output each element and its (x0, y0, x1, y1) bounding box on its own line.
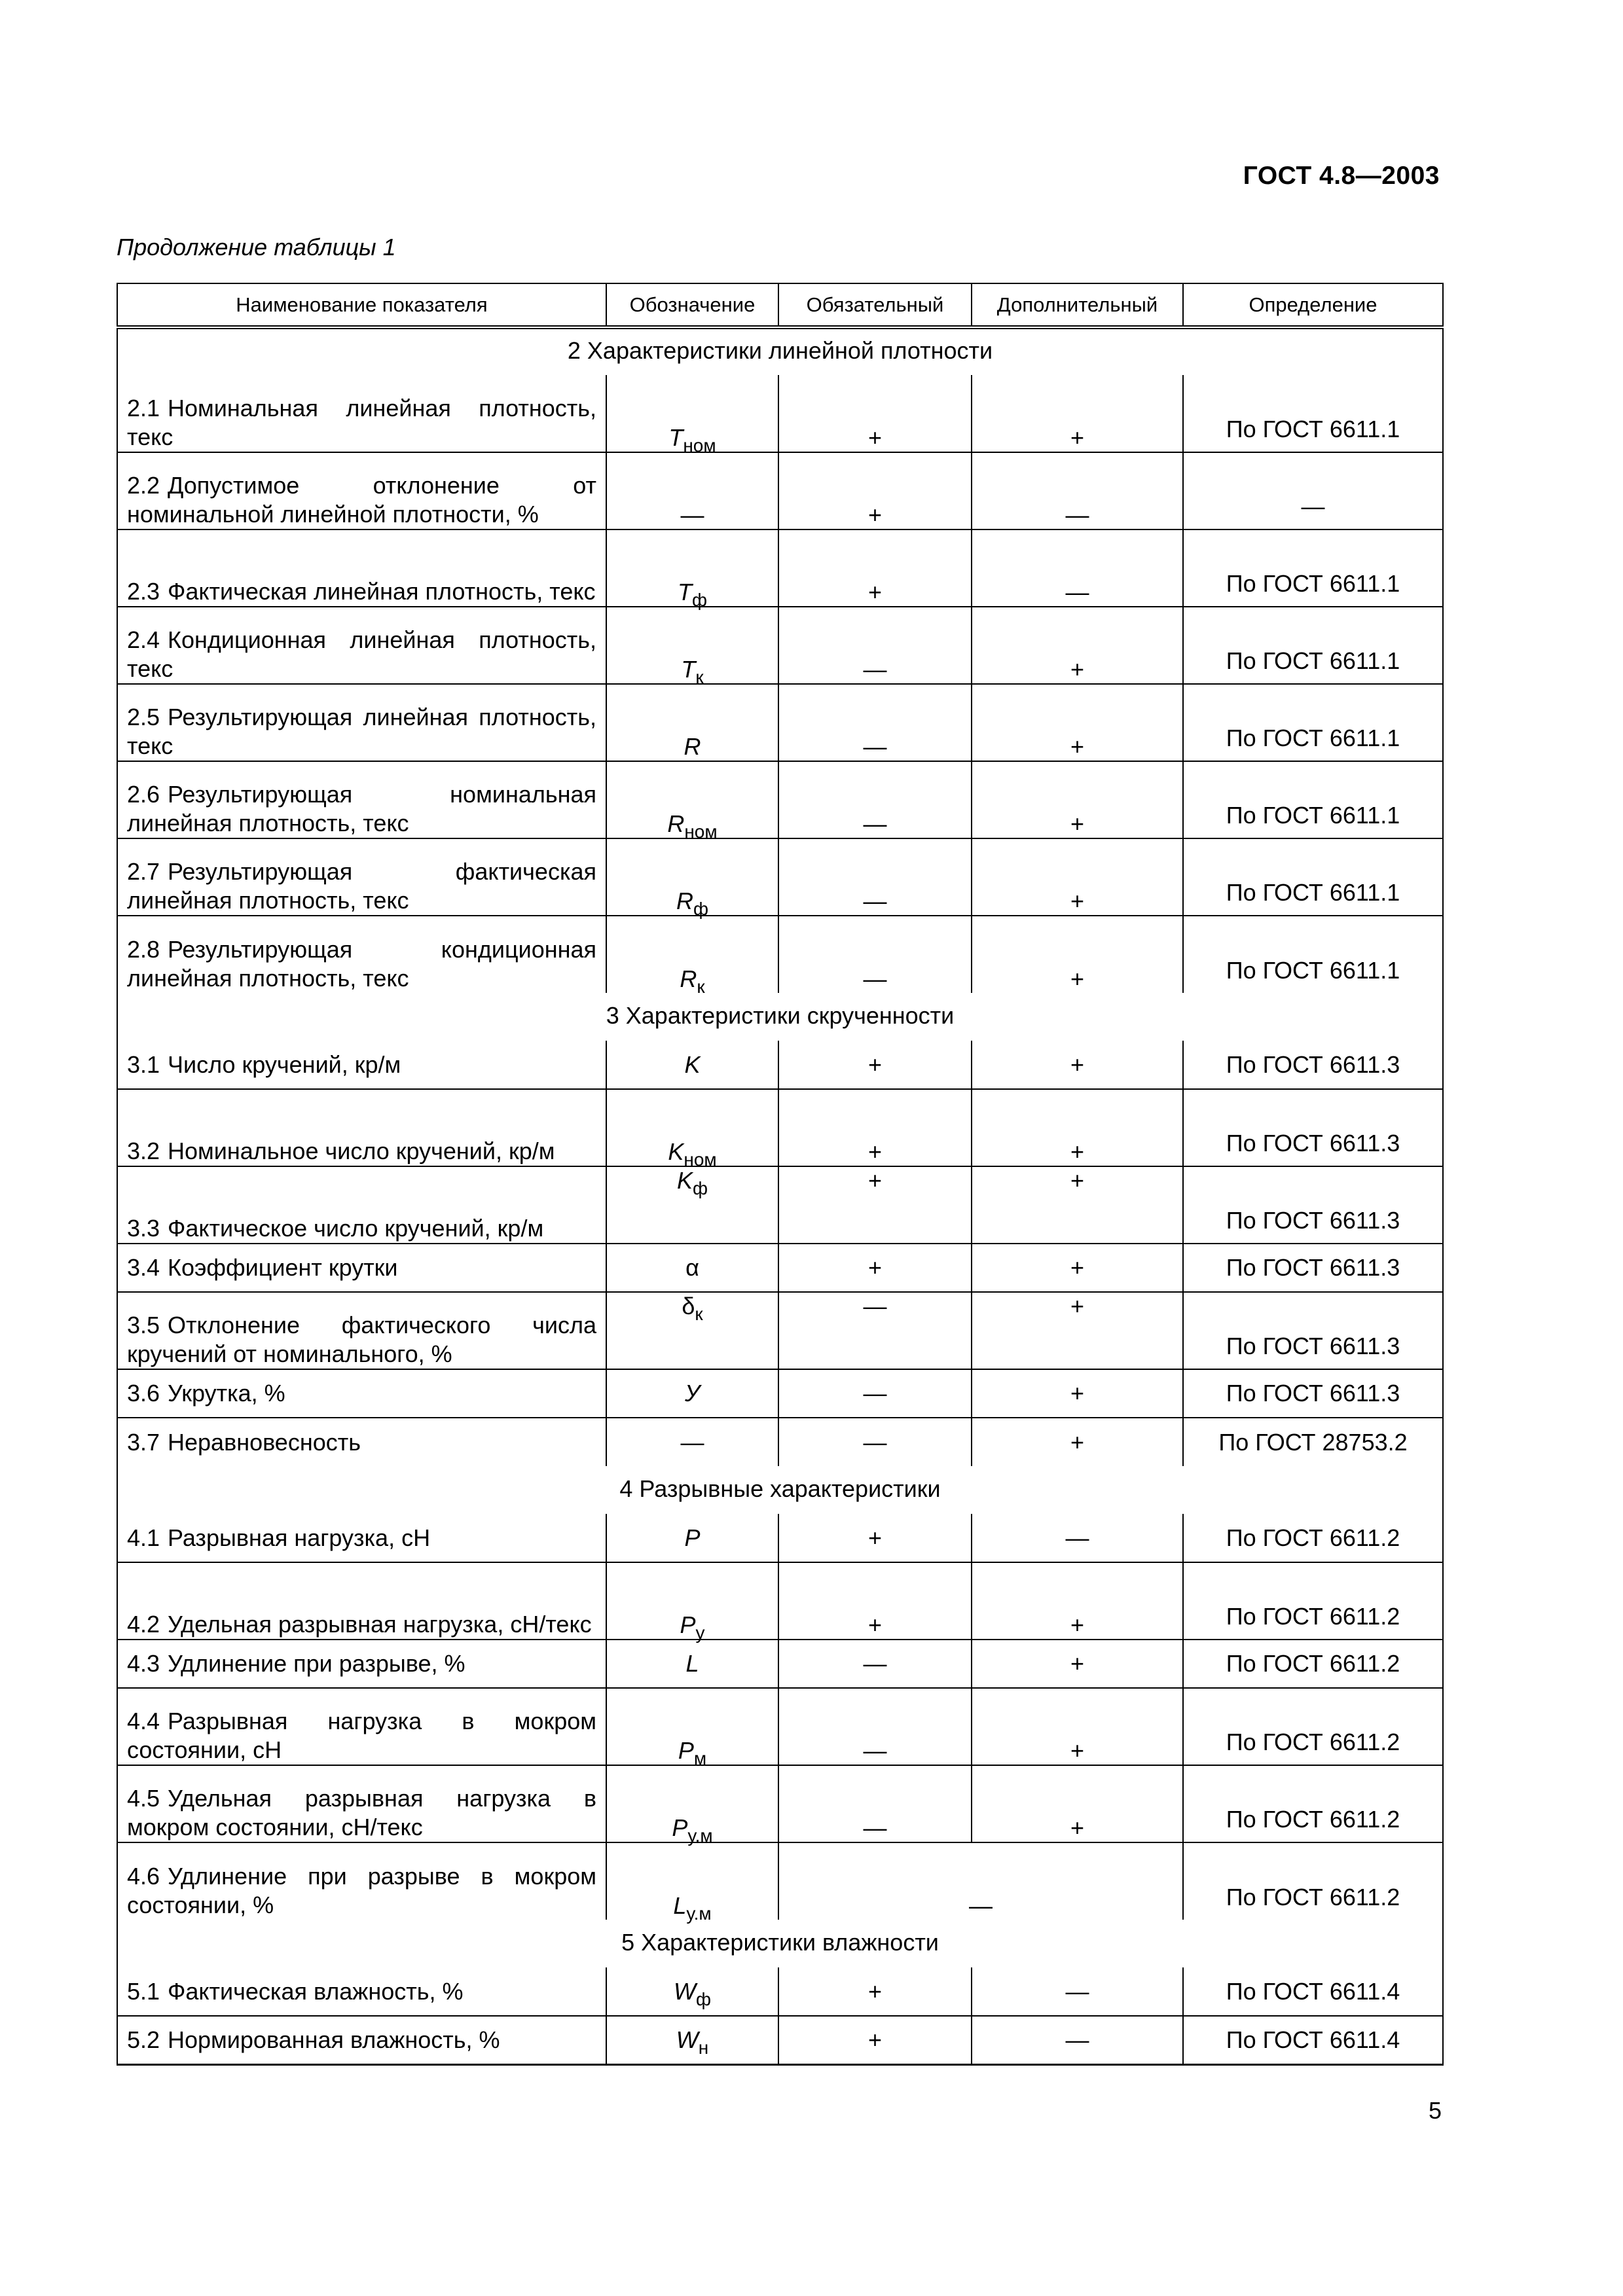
row-name (117, 684, 606, 761)
row-method: По ГОСТ 6611.3 (1183, 1244, 1443, 1292)
table-row (117, 1514, 1443, 1562)
symbol: У (684, 1380, 700, 1407)
row-number: 2.8 (127, 936, 160, 963)
row-symbol (606, 1292, 778, 1369)
row-mandatory: + (778, 452, 972, 529)
table-row (117, 1562, 1443, 1640)
header-name: Наименование показателя (117, 283, 606, 327)
row-additional: + (972, 916, 1183, 993)
row-mandatory: — (778, 1688, 972, 1765)
row-number: 3.7 (127, 1428, 160, 1456)
row-number: 4.1 (127, 1524, 160, 1551)
row-number: 2.3 (127, 578, 160, 605)
row-additional: + (972, 1166, 1183, 1244)
row-mandatory: — (778, 1418, 972, 1466)
row-method: По ГОСТ 6611.1 (1183, 607, 1443, 684)
row-method: По ГОСТ 6611.4 (1183, 1967, 1443, 2016)
row-method: По ГОСТ 6611.2 (1183, 1562, 1443, 1640)
header-additional: Дополнительный (972, 283, 1183, 327)
table-row (117, 1765, 1443, 1842)
row-label: Нормированная влажность, % (168, 2026, 500, 2053)
symbol: P (684, 1524, 701, 1551)
section-row (117, 1920, 1443, 1967)
row-number: 2.4 (127, 626, 160, 653)
row-method: По ГОСТ 6611.3 (1183, 1089, 1443, 1166)
table-row (117, 529, 1443, 607)
row-number: 4.2 (127, 1611, 160, 1638)
row-symbol (606, 1562, 778, 1643)
symbol: $T_к$ (681, 656, 704, 687)
row-name (117, 916, 606, 993)
row-symbol (606, 375, 778, 456)
row-name (117, 1089, 606, 1166)
row-mandatory: + (778, 1514, 972, 1562)
row-label: Удельная разрывная нагрузка в мокром состоянии, сН/текс (127, 1785, 596, 1840)
row-number: 2.1 (127, 395, 160, 422)
symbol: $P_м$ (678, 1737, 707, 1768)
table-row (117, 838, 1443, 916)
row-name (117, 1369, 606, 1418)
row-number: 5.1 (127, 1977, 160, 2005)
row-name (117, 1562, 606, 1640)
row-method: По ГОСТ 6611.3 (1183, 1369, 1443, 1418)
row-number: 2.6 (127, 781, 160, 808)
row-additional: — (972, 529, 1183, 607)
section-title: 5 Характеристики влажности (117, 1920, 1443, 1967)
row-mandatory: + (778, 375, 972, 452)
row-additional: — (972, 1967, 1183, 2016)
header-symbol: Обозначение (606, 283, 778, 327)
row-label: Номинальная линейная плотность, текс (127, 395, 596, 450)
standard-code: ГОСТ 4.8—2003 (1243, 162, 1440, 190)
row-additional: + (972, 1041, 1183, 1089)
row-label: Фактическое число кручений, кр/м (168, 1215, 544, 1242)
row-symbol (606, 529, 778, 610)
row-mandatory: + (778, 2016, 972, 2064)
row-method: По ГОСТ 6611.1 (1183, 916, 1443, 993)
table-row (117, 1418, 1443, 1466)
symbol: $R_к$ (680, 965, 705, 997)
row-number: 4.4 (127, 1708, 160, 1734)
row-mandatory: — (778, 1292, 972, 1369)
row-symbol (606, 1842, 778, 1924)
symbol: $\delta_к$ (682, 1293, 703, 1324)
symbol: α (685, 1254, 699, 1281)
row-method: По ГОСТ 28753.2 (1183, 1418, 1443, 1466)
row-name (117, 761, 606, 838)
row-number: 5.2 (127, 2026, 160, 2053)
row-name (117, 1640, 606, 1688)
table-row (117, 1640, 1443, 1688)
row-symbol: — (606, 1418, 778, 1466)
row-mandatory: + (778, 1041, 972, 1089)
row-mandatory: — (778, 916, 972, 993)
row-method: По ГОСТ 6611.2 (1183, 1765, 1443, 1842)
row-mandatory: — (778, 761, 972, 838)
symbol: $R_ф$ (676, 888, 709, 919)
row-symbol (606, 838, 778, 919)
row-label: Результирующая кондиционная линейная плотность, текс (127, 936, 596, 992)
symbol: R (684, 733, 701, 760)
row-name (117, 1244, 606, 1292)
row-label: Укрутка, % (168, 1380, 285, 1407)
row-label: Удлинение при разрыве, % (168, 1650, 465, 1677)
symbol: $W_н$ (676, 2026, 709, 2058)
row-symbol (606, 1089, 778, 1170)
row-label: Удельная разрывная нагрузка, сН/текс (168, 1611, 592, 1638)
row-mandatory: + (778, 1089, 972, 1166)
row-number: 3.6 (127, 1380, 160, 1407)
row-additional: + (972, 607, 1183, 684)
row-number: 4.3 (127, 1650, 160, 1677)
row-additional: + (972, 1562, 1183, 1640)
row-mandatory: — (778, 838, 972, 916)
row-name (117, 452, 606, 529)
table-continuation-caption: Продолжение таблицы 1 (117, 234, 396, 260)
row-additional: + (972, 1244, 1183, 1292)
row-additional: + (972, 1640, 1183, 1688)
row-name (117, 1418, 606, 1466)
row-mandatory: + (778, 1562, 972, 1640)
row-label: Допустимое отклонение от номинальной линейной плотности, % (127, 472, 596, 528)
row-method: По ГОСТ 6611.1 (1183, 684, 1443, 761)
page-number: 5 (1428, 2097, 1442, 2124)
symbol: $P_у$ (680, 1611, 705, 1643)
row-number: 2.2 (127, 472, 160, 499)
symbol: $W_ф$ (673, 1977, 712, 2009)
row-symbol (606, 1514, 778, 1562)
section-row (117, 1466, 1443, 1514)
row-symbol (606, 1640, 778, 1688)
row-name (117, 375, 606, 452)
row-symbol (606, 1369, 778, 1418)
table-row (117, 2016, 1443, 2064)
row-number: 3.5 (127, 1312, 160, 1338)
row-label: Фактическая линейная плотность, текс (168, 578, 596, 605)
row-number: 3.1 (127, 1050, 160, 1078)
row-symbol (606, 1244, 778, 1292)
table-row (117, 1166, 1443, 1244)
row-label: Номинальное число кручений, кр/м (168, 1138, 555, 1164)
row-symbol (606, 684, 778, 761)
row-mandatory: — (778, 1765, 972, 1842)
row-label: Кондиционная линейная плотность, текс (127, 626, 596, 682)
row-name (117, 1041, 606, 1089)
row-number: 3.2 (127, 1138, 160, 1164)
table-row (117, 1967, 1443, 2016)
row-label: Неравновесность (168, 1428, 361, 1456)
row-method: По ГОСТ 6611.2 (1183, 1640, 1443, 1688)
indicators-table (117, 283, 1444, 2066)
row-method: По ГОСТ 6611.3 (1183, 1166, 1443, 1244)
row-method: По ГОСТ 6611.2 (1183, 1842, 1443, 1920)
row-label: Число кручений, кр/м (168, 1050, 401, 1078)
symbol: L (685, 1650, 699, 1677)
row-label: Фактическая влажность, % (168, 1977, 464, 2005)
table-row (117, 1041, 1443, 1089)
row-additional: + (972, 1418, 1183, 1466)
row-method: По ГОСТ 6611.1 (1183, 375, 1443, 452)
row-additional: + (972, 1765, 1183, 1842)
row-symbol (606, 2016, 778, 2064)
table-row (117, 375, 1443, 452)
section-title: 4 Разрывные характеристики (117, 1466, 1443, 1514)
row-additional: + (972, 838, 1183, 916)
symbol: $T_{ном}$ (668, 424, 716, 456)
row-symbol (606, 916, 778, 997)
row-name (117, 1842, 606, 1920)
table-row (117, 916, 1443, 993)
header-method: Определение (1183, 283, 1443, 327)
table-row (117, 1842, 1443, 1920)
row-mandatory: + (778, 1166, 972, 1244)
row-mandatory: + (778, 529, 972, 607)
row-symbol (606, 761, 778, 842)
row-method: — (1183, 452, 1443, 529)
row-name (117, 2016, 606, 2064)
table-header-row (117, 283, 1443, 327)
row-name (117, 1514, 606, 1562)
row-mandatory: — (778, 607, 972, 684)
row-mandatory: + (778, 1244, 972, 1292)
row-symbol (606, 1967, 778, 2016)
row-number: 4.5 (127, 1785, 160, 1812)
table-row (117, 761, 1443, 838)
table-row (117, 1244, 1443, 1292)
row-symbol (606, 1041, 778, 1089)
row-additional: + (972, 1688, 1183, 1765)
table-row (117, 684, 1443, 761)
row-mandatory: — (778, 684, 972, 761)
row-method: По ГОСТ 6611.1 (1183, 761, 1443, 838)
row-mandatory: + (778, 1967, 972, 2016)
row-number: 3.3 (127, 1215, 160, 1242)
section-title: 3 Характеристики скрученности (117, 993, 1443, 1041)
row-name (117, 1967, 606, 2016)
symbol: $K_{ном}$ (668, 1138, 717, 1170)
table-row (117, 452, 1443, 529)
row-additional: — (972, 2016, 1183, 2064)
row-symbol (606, 1166, 778, 1244)
row-name (117, 1688, 606, 1765)
row-additional: — (972, 1514, 1183, 1562)
row-number: 4.6 (127, 1863, 160, 1890)
section-row (117, 993, 1443, 1041)
row-method: По ГОСТ 6611.1 (1183, 838, 1443, 916)
row-label: Результирующая фактическая линейная плотность, текс (127, 858, 596, 914)
row-symbol: — (606, 452, 778, 529)
table-row (117, 607, 1443, 684)
table-row (117, 1369, 1443, 1418)
table-row (117, 1688, 1443, 1765)
symbol: $T_ф$ (677, 579, 708, 610)
symbol: $R_{ном}$ (667, 810, 718, 842)
row-name (117, 838, 606, 916)
row-method: По ГОСТ 6611.3 (1183, 1292, 1443, 1369)
table-row (117, 1292, 1443, 1369)
row-number: 3.4 (127, 1254, 160, 1281)
row-name (117, 1765, 606, 1842)
row-name (117, 529, 606, 607)
row-symbol (606, 607, 778, 687)
row-method: По ГОСТ 6611.2 (1183, 1514, 1443, 1562)
row-label: Отклонение фактического числа кручений от номинального, % (127, 1312, 596, 1367)
row-additional: + (972, 375, 1183, 452)
row-additional: + (972, 684, 1183, 761)
symbol: $P_{у.м}$ (672, 1814, 713, 1846)
row-additional: — (972, 452, 1183, 529)
row-method: По ГОСТ 6611.3 (1183, 1041, 1443, 1089)
row-mandatory: — (778, 1369, 972, 1418)
row-number: 2.5 (127, 704, 160, 730)
row-additional: + (972, 761, 1183, 838)
section-title: 2 Характеристики линейной плотности (117, 327, 1443, 375)
row-method: По ГОСТ 6611.2 (1183, 1688, 1443, 1765)
row-method: По ГОСТ 6611.4 (1183, 2016, 1443, 2064)
row-method: По ГОСТ 6611.1 (1183, 529, 1443, 607)
row-name (117, 1166, 606, 1244)
row-additional: + (972, 1089, 1183, 1166)
row-label: Разрывная нагрузка в мокром состоянии, сН (127, 1708, 596, 1763)
row-name (117, 1292, 606, 1369)
section-row (117, 327, 1443, 375)
table-row (117, 1089, 1443, 1166)
row-name (117, 607, 606, 684)
row-additional: + (972, 1369, 1183, 1418)
symbol: K (684, 1050, 701, 1078)
header-mandatory: Обязательный (778, 283, 972, 327)
row-label: Результирующая линейная плотность, текс (127, 704, 596, 759)
row-symbol (606, 1765, 778, 1846)
row-symbol (606, 1688, 778, 1768)
symbol: $L_{у.м}$ (673, 1892, 712, 1924)
row-label: Удлинение при разрыве в мокром состоянии, % (127, 1863, 596, 1918)
row-label: Коэффициент крутки (168, 1254, 398, 1281)
row-number: 2.7 (127, 858, 160, 885)
row-label: Результирующая номинальная линейная плотность, текс (127, 781, 596, 836)
row-mandatory-additional-merged: — (778, 1842, 1183, 1920)
row-additional: + (972, 1292, 1183, 1369)
row-label: Разрывная нагрузка, сН (168, 1524, 431, 1551)
symbol: $K_ф$ (676, 1167, 708, 1198)
row-mandatory: — (778, 1640, 972, 1688)
